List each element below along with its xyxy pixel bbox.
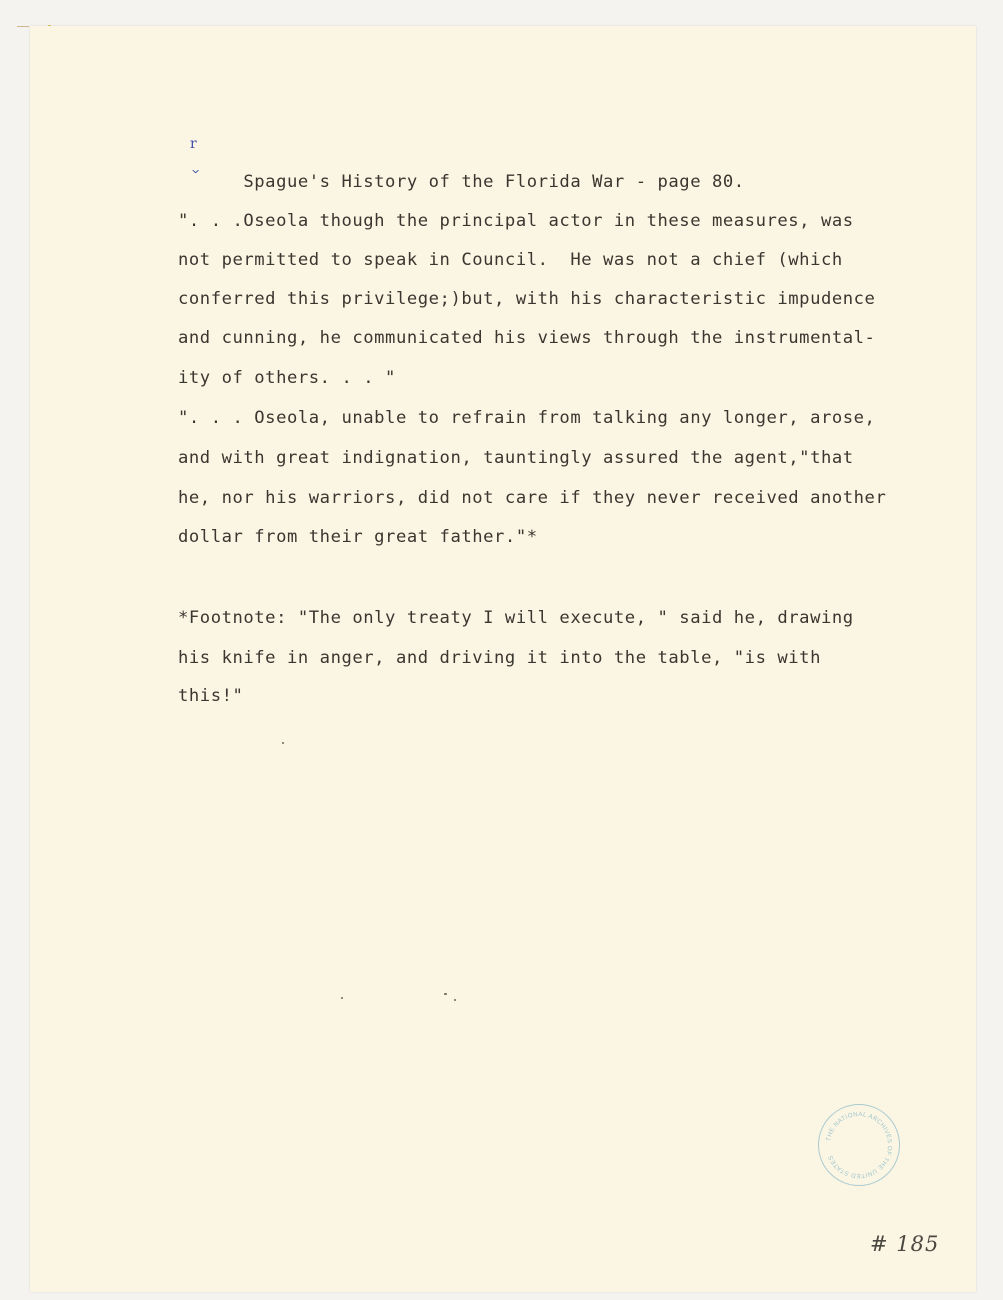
edge-mark — [17, 26, 29, 27]
ink-speck — [454, 999, 456, 1001]
handwritten-correction: r — [190, 136, 198, 152]
document-title — [178, 136, 745, 252]
body-line: and cunning, he communicated his views through the instrumental- — [178, 328, 876, 348]
footnote-line: *Footnote: "The only treaty I will execute, " said he, drawing — [178, 608, 854, 628]
paper-sheet — [30, 26, 976, 1292]
stamp-text: THE NATIONAL ARCHIVES OF THE UNITED STATES — [825, 1110, 894, 1180]
body-line: ". . . Oseola, unable to refrain from talking any longer, arose, — [178, 408, 876, 428]
body-line: and with great indignation, tauntingly assured the agent,"that — [178, 448, 854, 468]
body-line: ". . .Oseola though the principal actor in these measures, was — [178, 211, 854, 231]
footnote-line: this!" — [178, 686, 244, 706]
body-line: conferred this privilege;)but, with his characteristic impudence — [178, 289, 876, 309]
ink-speck — [444, 993, 447, 995]
ink-speck — [341, 997, 343, 999]
body-line: not permitted to speak in Council. He was not a chief (which — [178, 250, 843, 270]
page-number: # 185 — [870, 1232, 940, 1256]
body-line: dollar from their great father."* — [178, 527, 538, 547]
footnote-line: his knife in anger, and driving it into the table, "is with — [178, 648, 821, 668]
body-line: ity of others. . . " — [178, 368, 396, 388]
archives-stamp — [818, 1104, 900, 1186]
body-line: he, nor his warriors, did not care if they never received another — [178, 488, 887, 508]
svg-text:THE NATIONAL ARCHIVES OF THE U — [825, 1111, 893, 1179]
ink-speck — [282, 742, 284, 744]
stamp-ring-text — [819, 1105, 899, 1185]
title-text: Spague's History of the Florida War - page 80. — [243, 172, 745, 192]
insertion-caret: ^ — [191, 162, 201, 175]
